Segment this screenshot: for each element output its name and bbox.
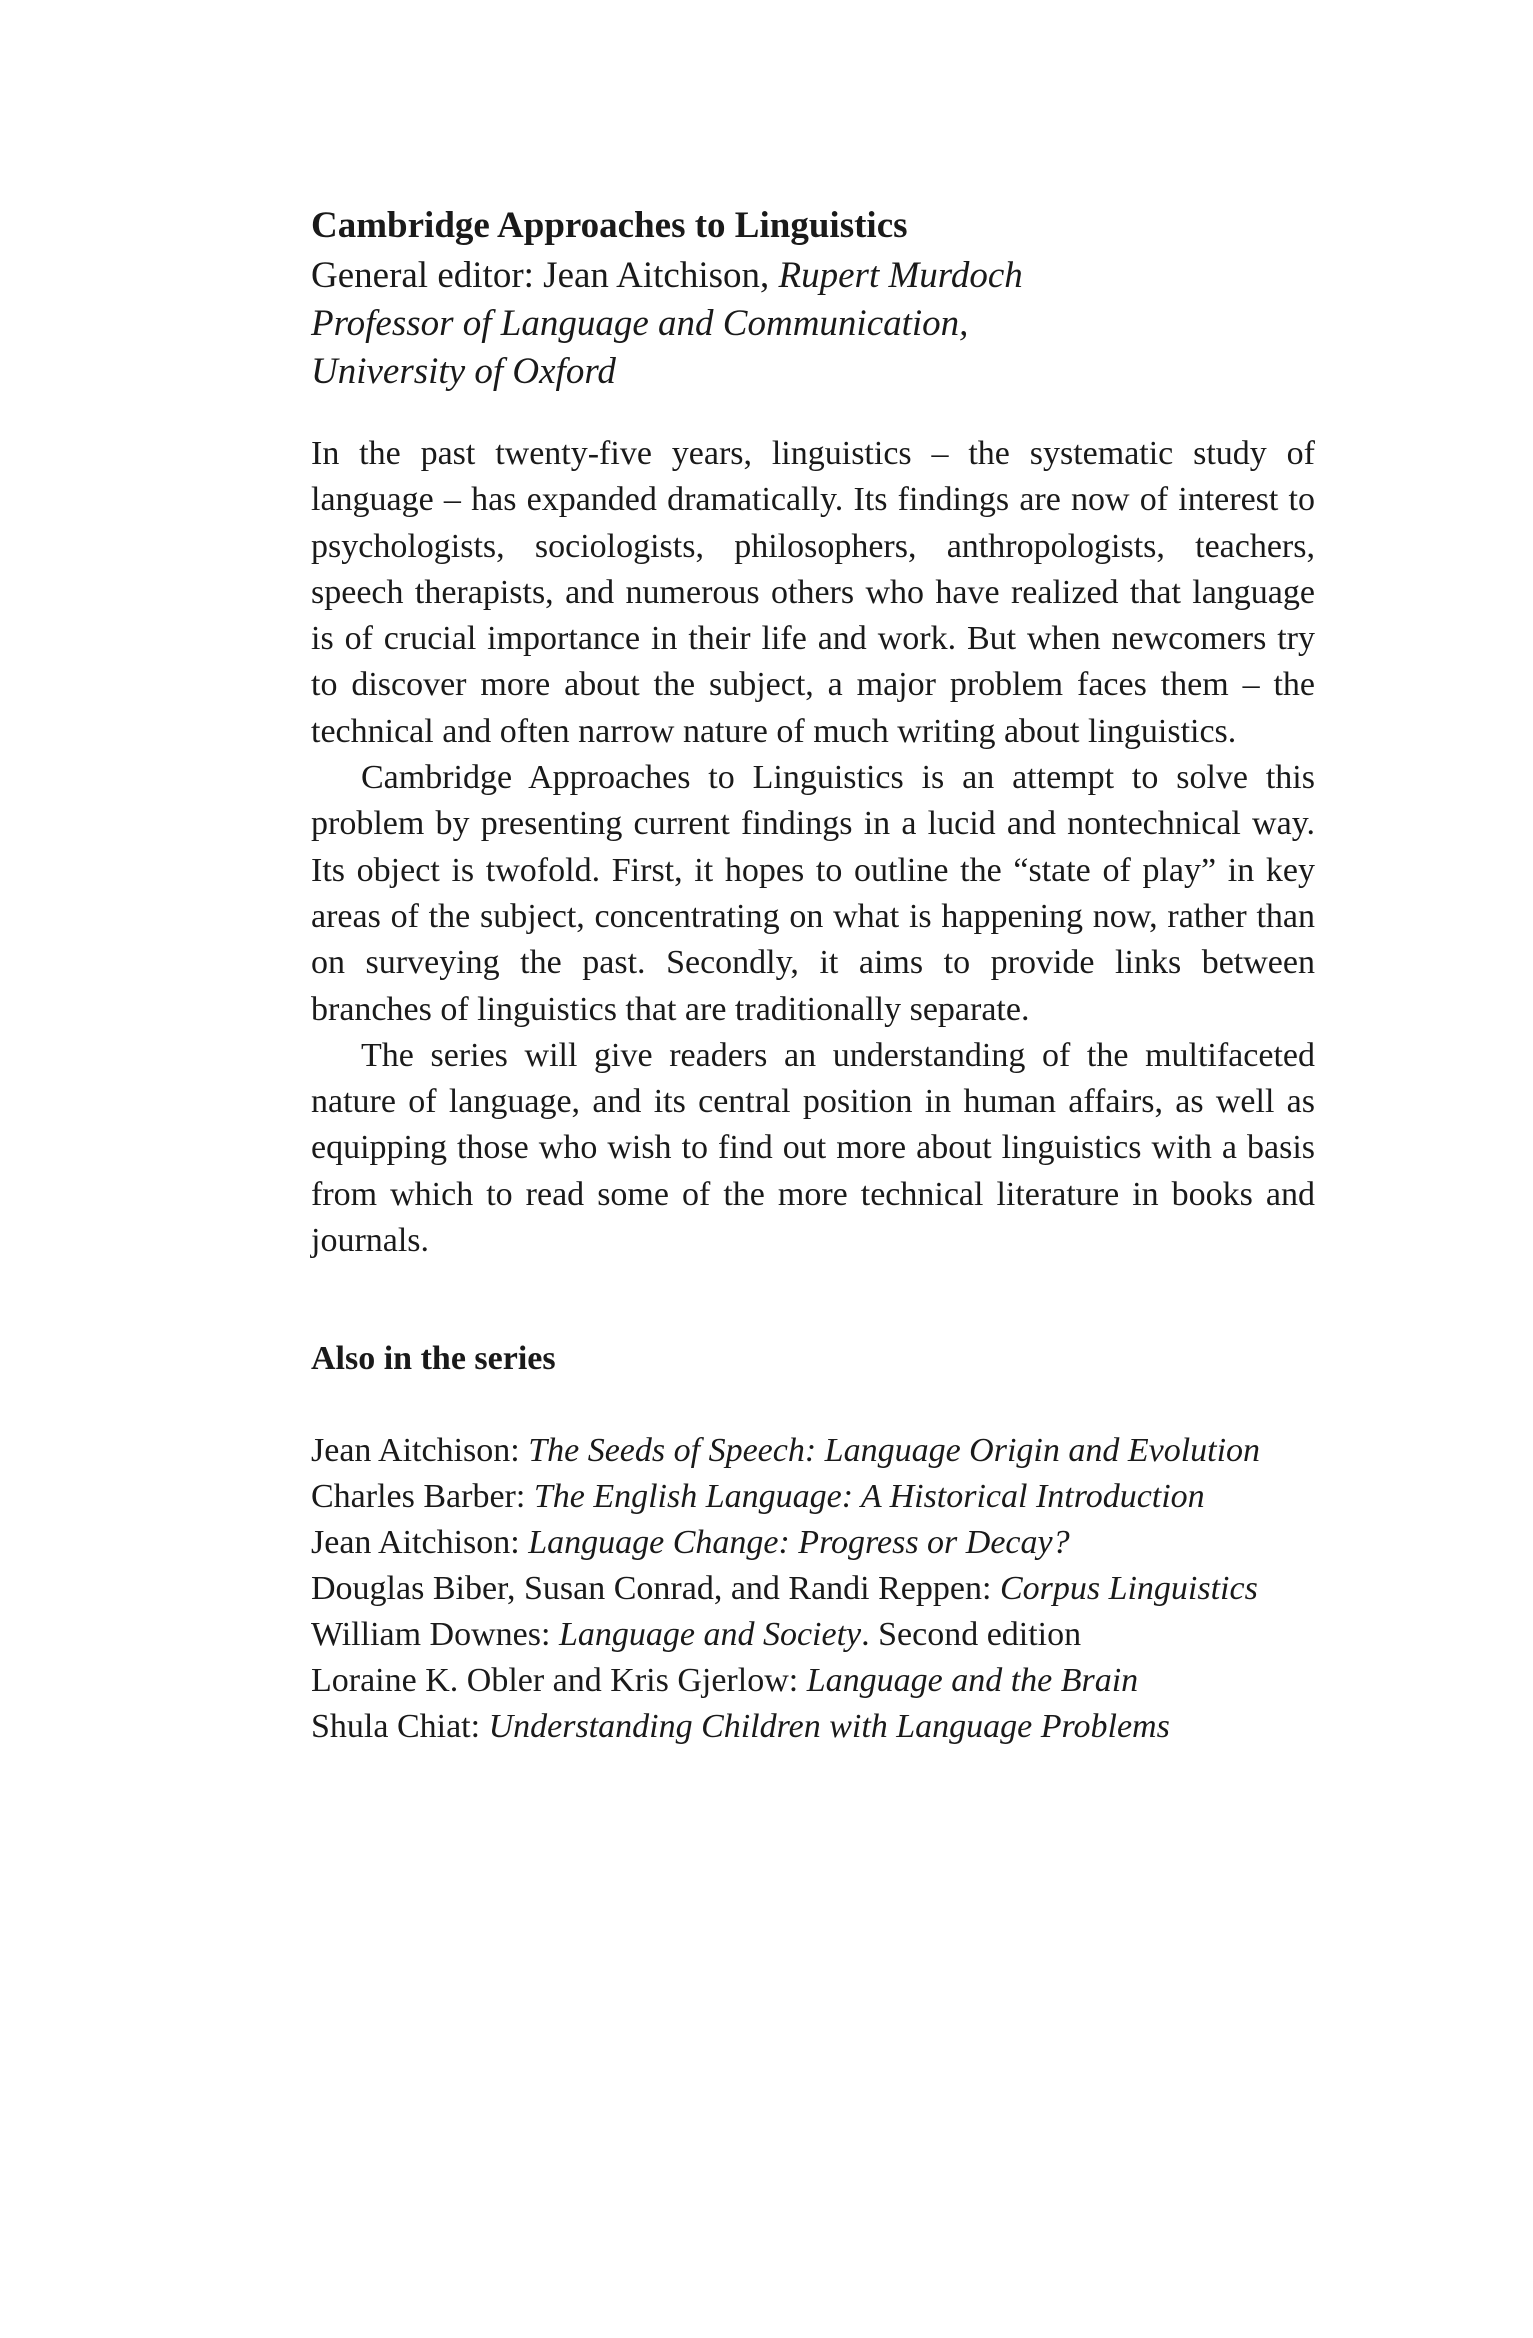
general-editor-label: General editor: Jean Aitchison, <box>311 255 779 296</box>
series-title: Cambridge Approaches to Linguistics <box>311 205 908 246</box>
book-author: Jean Aitchison: <box>311 1432 529 1470</box>
book-suffix: . Second edition <box>861 1616 1082 1654</box>
book-author: Loraine K. Obler and Kris Gjerlow: <box>311 1662 807 1700</box>
book-title: The Seeds of Speech: Language Origin and Evolution <box>528 1432 1261 1470</box>
book-list-item <box>311 1474 1315 1520</box>
book-list-item <box>311 1658 1315 1704</box>
book-title: The English Language: A Historical Introduction <box>533 1478 1205 1516</box>
book-author: Charles Barber: <box>311 1478 534 1516</box>
series-book-list <box>311 1428 1315 1750</box>
book-title: Language and the Brain <box>806 1662 1139 1700</box>
book-title: Corpus Linguistics <box>999 1570 1258 1608</box>
description-paragraph-1: In the past twenty-five years, linguistics – the systematic study of language – has expanded dramatically. Its findings are now of interest to psychologists, sociologists, philosophers, anthropologists, teachers, speech therapists, and numerous others who have realized that language is of crucial importance in their life and work. But when newcomers try to discover more about the subject, a major problem faces them – the technical and often narrow nature of much writing about linguistics. <box>311 435 1315 750</box>
book-title: Understanding Children with Language Problems <box>488 1708 1170 1746</box>
book-list-item <box>311 1566 1315 1612</box>
book-title: Language and Society <box>558 1616 862 1654</box>
book-author: Douglas Biber, Susan Conrad, and Randi Reppen: <box>311 1570 1000 1608</box>
series-description <box>311 431 1315 1264</box>
book-author: Shula Chiat: <box>311 1708 489 1746</box>
book-list-item <box>311 1704 1315 1750</box>
editor-role-line-3: University of Oxford <box>311 351 616 392</box>
editor-role-line-2: Professor of Language and Communication, <box>311 303 969 344</box>
general-editor-credit <box>311 252 1315 396</box>
description-paragraph-2: Cambridge Approaches to Linguistics is an attempt to solve this problem by presenting current findings in a lucid and nontechnical way. Its object is twofold. First, it hopes to outline the “state of play” in key areas of the subject, concentrating on what is happening now, rather than on surveying the past. Secondly, it aims to provide links between branches of linguistics that are traditionally separate. <box>311 759 1315 1028</box>
book-list-item <box>311 1428 1315 1474</box>
also-in-series-heading: Also in the series <box>311 1340 556 1378</box>
book-title: Language Change: Progress or Decay? <box>528 1524 1070 1562</box>
book-list-item <box>311 1520 1315 1566</box>
book-author: Jean Aitchison: <box>311 1524 529 1562</box>
book-list-item <box>311 1612 1315 1658</box>
book-author: William Downes: <box>311 1616 559 1654</box>
description-paragraph-3: The series will give readers an understanding of the multifaceted nature of language, and its central position in human affairs, as well as equipping those who wish to find out more about linguistics with a basis from which to read some of the more technical literature in books and journals. <box>311 1036 1315 1260</box>
book-front-matter-page <box>311 200 1315 1750</box>
editor-role-line-1: Rupert Murdoch <box>778 255 1023 296</box>
